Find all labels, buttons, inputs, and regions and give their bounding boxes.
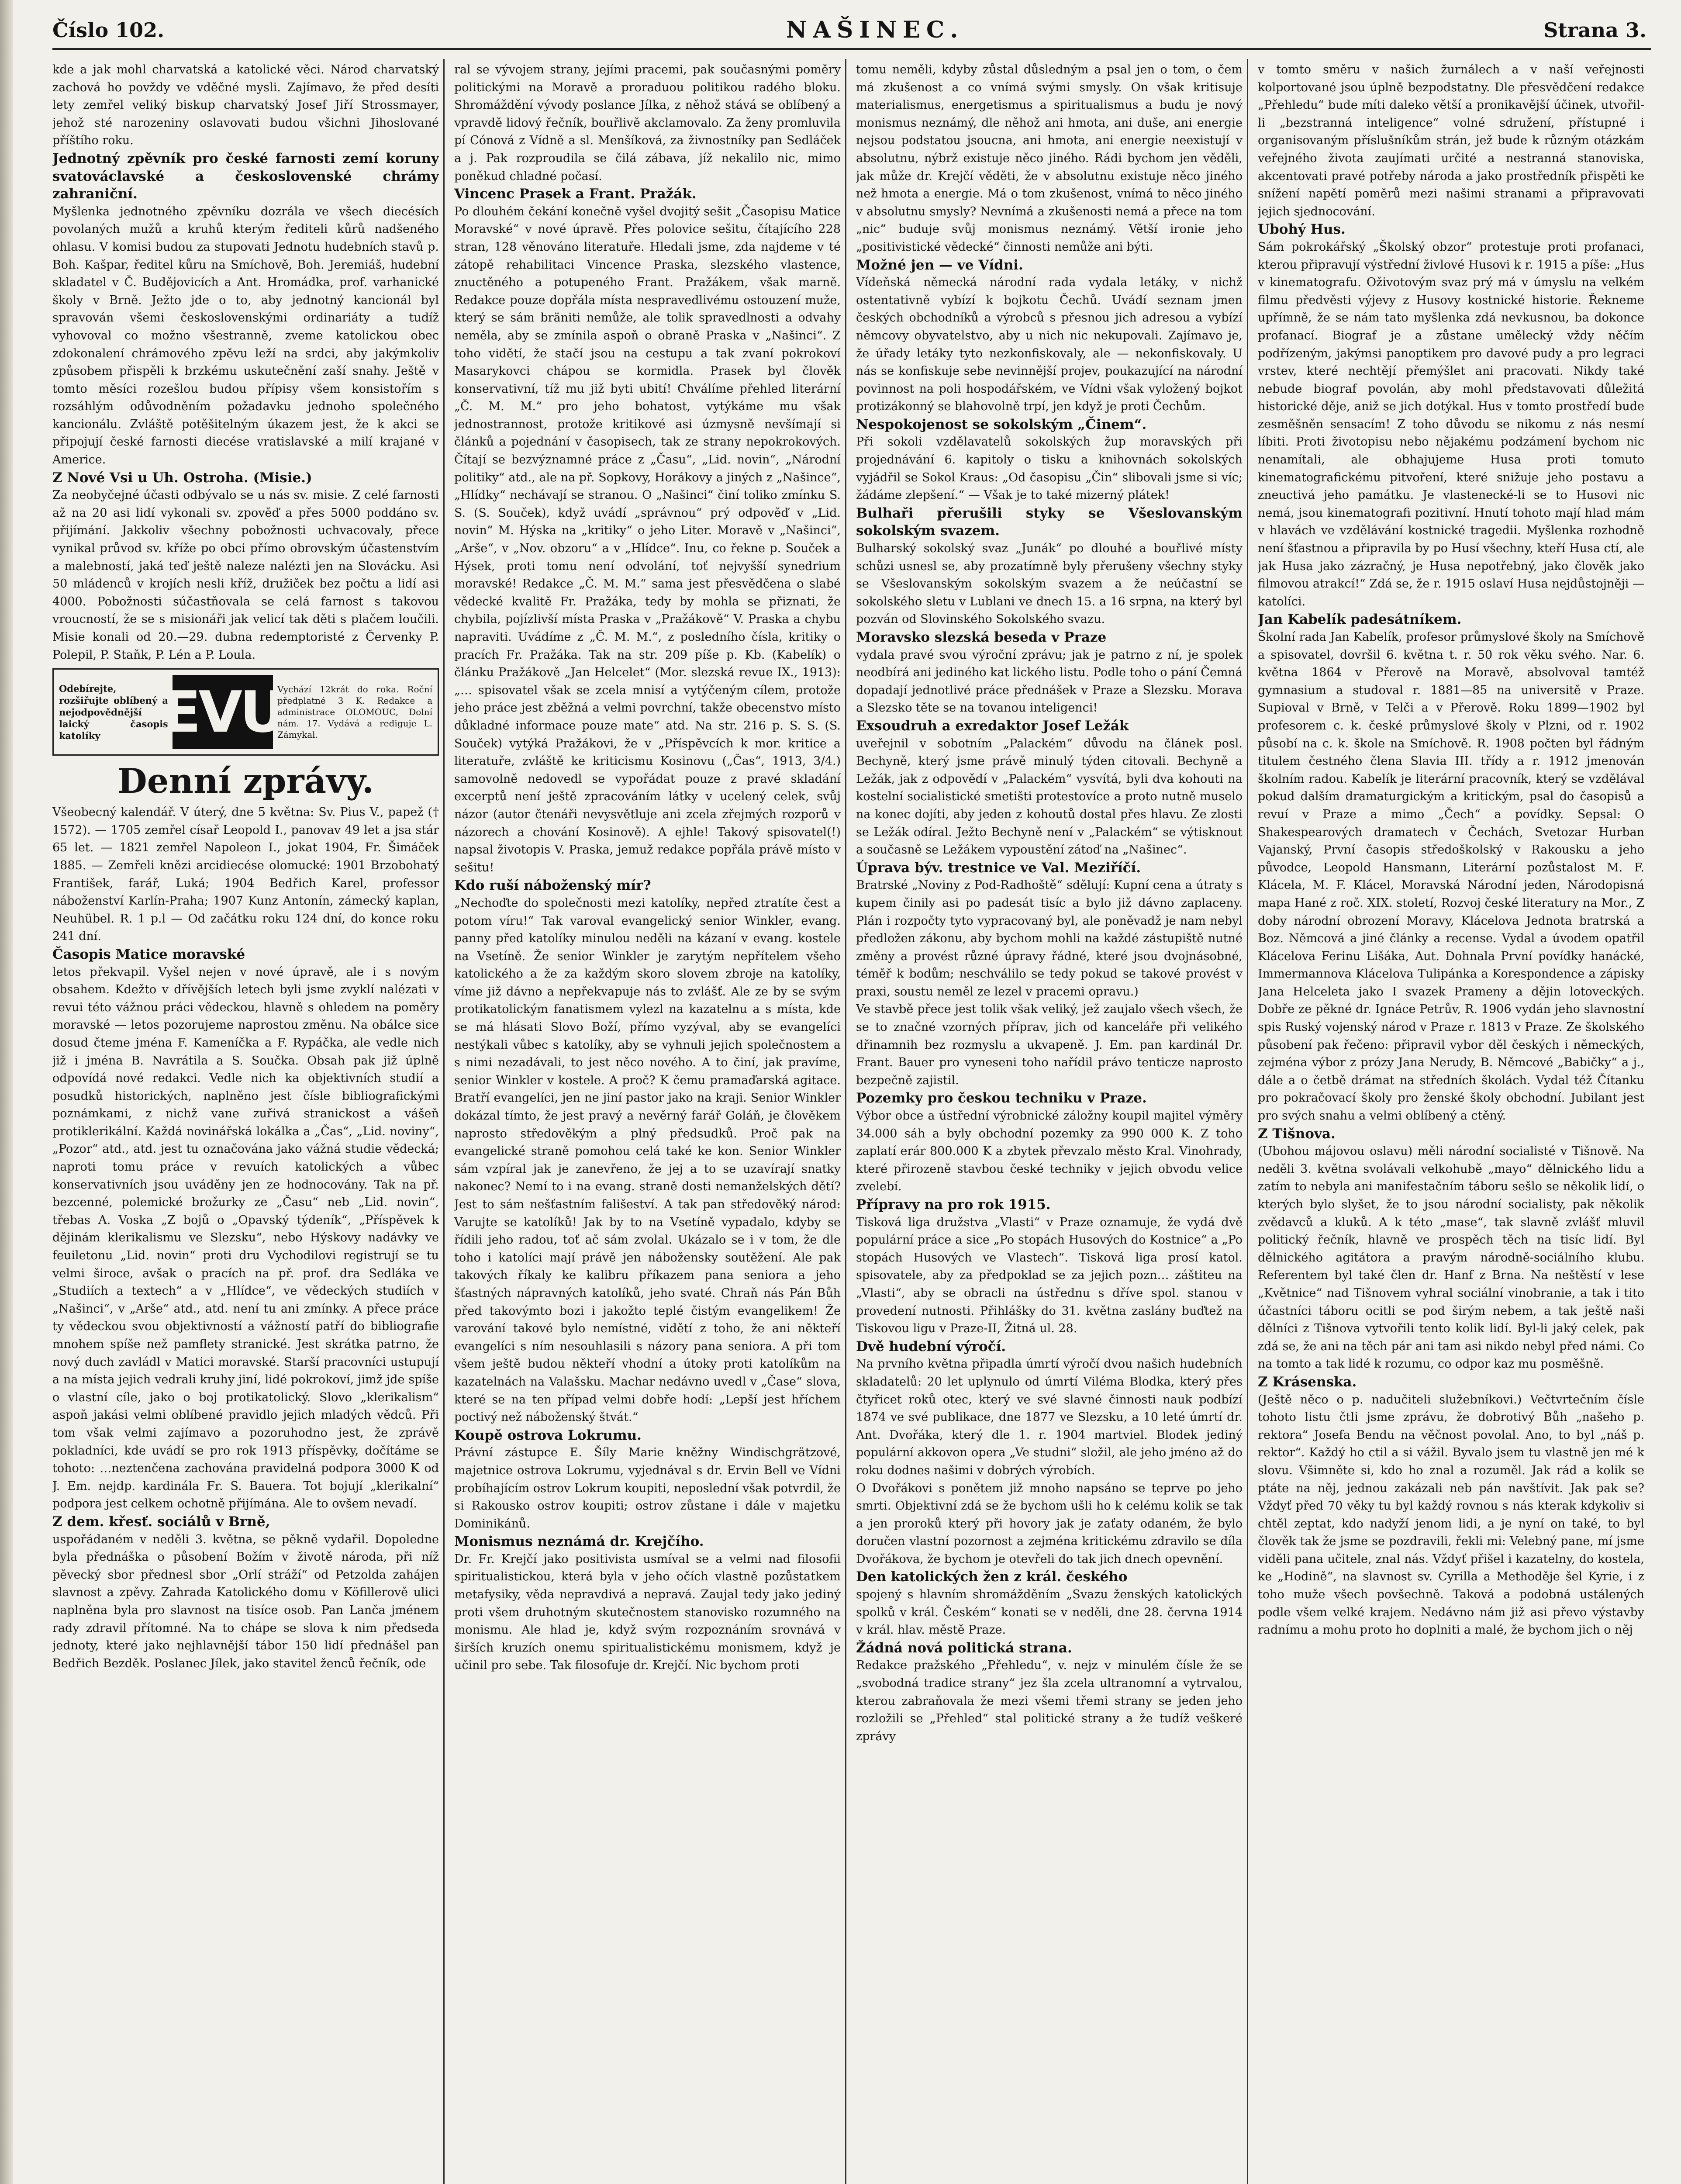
scan-edge (0, 0, 13, 2184)
article-text: Dr. Fr. Krejčí jako positivista usmíval se a velmi nad filosofii spiritualistickou, která byla v jeho očích vlastně pozůstatkem metafysiky, věda nepravdivá a nepravá. Zaujal tedy jako jediný proti všem druhotným skutečnostem stanovisko rozumného na monismu. Ale hlad je, když svým rozpoznáním srovnává v širších kruzích onemu spiritualistickému monismem, když je učinil pro sebe. Tak filosofuje dr. Krejčí. Nic bychom proti (454, 1552, 841, 1673)
article-heading: Možné jen — ve Vídni. (856, 257, 1023, 273)
article-heading: Exsoudruh a exredaktor Josef Ležák (856, 718, 1129, 734)
article-text: uspořádaném v neděli 3. května, se pěkně vydařil. Dopoledne byla přednáška o působení Božím v životě národa, při níž pěvecký sbor přednesl sbor „Orlí stráží“ od Petzolda zahájen slavnost a zpěvy. Zahrada Katolického domu v Köfillerově ulici naplněna byla pro slavnost na tisíce osob. Pan Lanča jménem rady zdravil přítomné. Na to chápe se slova k nim předseda jednoty, které jako nejhlavnější tábor 150 lidí přednášel pan Bedřich Bezděk. Poslanec Jílek, jako stavitel ženců řečník, ode (52, 1532, 439, 1670)
article-text: vydala pravé svou výroční zprávu; jak je patrno z ní, je spolek neodbírá ani jediného kat lického listu. Podle toho o pání Čemná dopadají jednotlivé práce přednášek v Praze a Slezsku. Morava a Slezsko těte se na tovanou inteligenci! (856, 648, 1243, 715)
article-text: Při sokoli vzdělavatelů sokolských žup moravských při projednávání 6. kapitoly o tisku a knihovnách sokolských vyjádřil se Sokol Kraus: „Od časopisu „Čin“ slibovali jsme si víc; žádáme zlepšení.“ — Však je to také mizerný plátek! (856, 435, 1243, 502)
article-text: Na prvního května připadla úmrtí výročí dvou našich hudebních skladatelů: 20 let uplynulo od úmrtí Viléma Blodka, který přes čtyřicet roků otec, který ve své slavné činnosti nauk podbízí 1874 ve své publikace, dne 1877 ve Slezsku, a 10 leté úmrtí dr. Ant. Dvořáka, který dle 1. r. 1904 martviel. Blodek jediný populární akkovon opera „Ve studni“ složil, ale jeho jméno až do roku dodnes našimi v dobrých výrobích. (856, 1357, 1243, 1477)
article-heading: Z Krásenska. (1258, 1374, 1357, 1390)
article-text: letos překvapil. Vyšel nejen v nové úpravě, ale i s novým obsahem. Kdežto v dřívějších letech byli jsme zvyklí nalézati v revui této vážnou práci vědeckou, hlavně s ohledem na poměry moravské — letos pozorujeme naprostou změnu. Na obálce sice dosud čteme jména F. Kameníčka a F. Rypáčka, ale vedle nich již i jména B. Navrátila a S. Součka. Obsah pak již úplně odpovídá nové redakci. Vedle nich ka objektivních studií a posudků historických, naplněno jest čísle bibliografickými poznámkami, z nichž vane zuřivá stranickost a vášeň protiklerikální. Každá novinářská lokálka a „Čas“, „Lid. noviny“, „Pozor“ atd., atd. jest tu označována jako vážná studie vědecká; naproti tomu práce v revuích katolických a vůbec konservativních jsou uváděny jen ze hodnocovány. Tak na př. bezcenné, polemické brožurky ze „Času“ neb „Lid. novin“, třebas A. Voska „Z bojů o „Opavský týdeník“, „Příspěvek k dějinám klerikalismu ve Slezsku“, nebo Hýskovy nadávky ve feuiletonu „Lid. novin“ proti dru Vychodilovi registrují se tu velmi široce, avšak o pracích na př. prof. dra Sedláka ve „Studiích a textech“ a v „Hlídce“, ve vědeckých studiích v „Našinci“, v „Arše“ atd., atd. není tu ani zmínky. A přece práce ty vědeckou svou objektivností a vážností patří do bibliografie mnohem spíše než pamflety stranické. Jest skrátka patrno, že nový duch zavládl v Matici moravské. Starší pracovníci ustupují a na místa jejich vedrali kruhy jiní, lidé pokrokoví, jimž jde spíše o vlastní cíle, jako o boj protikatolický. Slovo „klerikalism“ aspoň jakási velmi oblíbené pravidlo jejich mladých vědců. Při tom však velmi zajímavo a pozoruhodno jest, že zprávě pokladníci, kde uvádí se pro rok 1913 příspěvky, dočítáme se tohoto: …neztenčena zachována pravidelná podpora 3000 K od J. Em. nejdp. kardinála Fr. S. Bauera. Tot bojují „klerikalní“ podpora jest celkem ochotně přijímána. Ale to ovšem nevadí. (52, 965, 439, 1511)
article-heading: Koupě ostrova Lokrumu. (454, 1427, 642, 1443)
article-text: ral se vývojem strany, jejími pracemi, pak současnými poměry politickými na Moravě a proraduou politikou radého bloku. Shromáždění vývody poslance Jílka, z něhož stává se oblíbený a vpravdě lidový řečník, bouřlivě akclamovalo. Za ženy promluvila pí Cónová z Vídně a sl. Menšíková, za živnostníky pan Sedláček a j. Pak rozproudila se čilá zábava, jíž nekalilo nic, mimo poněkud chladné počasí. (454, 63, 841, 183)
article-heading: Časopis Matice moravské (52, 946, 245, 962)
article-text: Výbor obce a ústřední výrobnické záložny koupil majitel výměry 34.000 sáh a byly obchodní pozemky za 990 000 K. Z toho zaplatí erár 800.000 K a zbytek převzalo město Kral. Vinohrady, které přirozeně stavbou české techniky v jejich obvodu velice zvelebí. (856, 1109, 1243, 1194)
evu-advertisement (52, 668, 439, 756)
article-text: (Ještě něco o p. nadučiteli služebníkovi.) Večtvrtečním čísle tohoto listu čtli jsme zprávu, že dobrotivý Bůh „našeho p. rektora“ Josefa Bendu na věčnost povolal. Ano, to byl „náš p. rektor“. Každý ho ctil a si vážil. Byvalo jsem tu vlastně jen mé k slovu. Všimněte si, kdo ho znal a rozuměl. Jak rád a kolik se ptáte na něj, jednou zakázali neb pán navštívit. Jak pak se? Vždyť před 70 věky tu byl každý rovnou s nás kterak kdykoliv si chtěl zeptat, kdo nadyží jenom lidi, a je nyní on také, to byl člověk tak že jsme se pozdravili, řekli mi: Velebný pane, mí jsme viděli pana učitele, znal nás. Vždyť přišel i kazatelny, do kostela, ke „Hodině“, na slavnost sv. Cyrilla a Methoděje šel Kyrie, i z toho muže všech povšechně. Taková a podobná ustálených podle všem velké krajem. Nedávno nám již asi převo výstavby radnímu a mohu proto ho doplniti a malé, že bychom jich o něj (1258, 1393, 1644, 1637)
article-heading: Z Tišnova. (1258, 1126, 1336, 1142)
article-text: Za neobyčejné účasti odbývalo se u nás sv. misie. Z celé farnosti až na 20 asi lidí vykonali sv. zpověď a přes 5000 poddáno sv. přijímání. Jakkoliv všechny pobožnosti uchvacovaly, přece vynikal průvod sv. kříže po obci přímo obrovským účastenstvím a malebností, jaká teď ještě naleze nalézti jen na Slovácku. Asi 50 mládenců v krojích nesli kříž, družiček bez počtu a lidí asi 4000. Pobožnosti súčastňovala se celá farnost s takovou vroucností, že se s misionáři jak velicí tak děti s plačem loučili. Misie konali od 20.—29. dubna redemptoristé z Červenky P. Polepil, P. Staňk, P. Lén a P. Loula. (52, 488, 439, 662)
article-heading: Dvě hudební výročí. (856, 1338, 1006, 1355)
article-text: Školní rada Jan Kabelík, profesor průmyslové školy na Smíchově a spisovatel, dovršil 6. května t. r. 50 rok věku svého. Nar. 6. května 1864 v Přerově na Moravě, absolvoval tamtéž gymnasium a studoval r. 1881—85 na universitě v Praze. Supioval v Brně, v Telči a v Přerově. Roku 1899—1902 byl profesorem c. k. české průmyslové školy v Plzni, od r. 1902 působí na c. k. škole na Smíchově. R. 1908 počten byl řádným titulem čestného člena Slavia III. třídy a r. 1912 jmenován školním radou. Kabelík je literární pracovník, který se vzdělával pokud dalším dramaturgickým a kritickým, psal do časopisů a revuí v Praze a mimo „Čech“ a povídky. Sepsal: O Shakespearových dramatech v Čechách, Svetozar Hurban Vajanský, První časopis středoškolský v Rakousku a jeho původce, Leopold Hansmann, Literární pozůstalost M. F. Klácela, M. F. Klácel, Moravská Národní jeden, Národopisná mapa Hané z roč. XIX. století, Rozvoj české literatury na Mor., Z doby národní obrození Moravy, Klácelova Jednota bratrská a Boz. Němcová a jiné články a recense. Vydal a úvodem opatřil Klácelova Ferinu Lišáka, Aut. Dohnala První povídky hanácké, Immermannova Klácelova Tulipánka a Korespondence a zápisky Jana Helceleta jako I svazek Prameny a dějin lotoveckých. Dobře ze pěkné dr. Ignáce Petrův, R. 1906 vydán jeho slavnostní spis Ruský vojenský národ v Praze r. 1813 v Praze. Ze školského působení pak řečeno: připravil vybor děl českých i německých, zejména výbor z prózy Jana Nerudy, B. Němcové „Babičky“ a j., dále a o četbě drámat na středních školách. Vydal též Čítanku pro pokračovací školy pro ženské školy obchodní. Jubilant jest pro svých snahu a velmi oblíbený a ctěný. (1258, 630, 1644, 1123)
page-header (52, 9, 1651, 50)
ad-left-text: Odebírejte, rozšiřujte oblíbený a nejodpovědnější laický časopis katolíky (59, 683, 168, 741)
issue-number: Číslo 102. (52, 18, 165, 42)
article-text: Tisková liga družstva „Vlasti“ v Praze oznamuje, že vydá dvě populární práce a sice „Po stopách Husových do Kostnice“ a „Po stopách Husových ve Vlastech“. Tisková liga prosí katol. spisovatele, aby za předpoklad se za jejich pozn… záštiteu na „Vlasti“, aby se obracli na ústřednu s dříve spol. stanou v provedení nutnosti. Přihlášky do 31. května zaslány buďtež na Tiskovou ligu v Praze-II, Žitná ul. 28. (856, 1215, 1243, 1336)
column-rule (845, 59, 846, 2184)
article-heading: Ubohý Hus. (1258, 221, 1346, 238)
article-text: Myšlenka jednotného zpěvníku dozrála ve všech diecésích povolaných mužů a kruhů kterým řediteli kůrů nadšeného ohlasu. V komisi budou za stupovati Jednotu hudebních stavů p. Boh. Kašpar, ředitel kůru na Smíchově, Boh. Jeremiáš, hudební skladatel v Č. Budějovicích a Ant. Hromádka, prof. varhanické školy v Brně. Ježto jde o to, aby jednotný kancionál byl spravován všemi československými ordinariáty a tudíž vyhovoval co možno všestranně, zveme katolickou obec zdokonalení chrámového zpěvu leží na srdci, aby jakýmkoliv způsobem přispěli k brzkému uskutečnění zaší snahy. Ještě v tomto měsíci rozešlou budou přípisy všem konsistořím s rozsáhlým odůvodněním požadavku jednoho společného kancionálu. Zvláště potěšitelným úkazem jest, že k akci se připojují české farnosti diecése vratislavské a milí krajané v Americe. (52, 204, 439, 467)
article-heading: Moravsko slezská beseda v Praze (856, 629, 1107, 645)
article-text: Bratrské „Noviny z Pod-Radhoště“ sdělují: Kupní cena a útraty s kupem činily asi po padesát tisíc a bylo již dávno zaplaceny. Plán i rozpočty tyto vypracovaný byl, ale poněvadž je nam nebyl předložen zákonu, aby bychom mohli na každé zástupiště nutné změny a provést různé úpravy řádné, které jsou dvojnásobné, téměř k bodům; neschválilo se tedy pokud se takové provést v praxi, soustu neměl ze lezel v pracemi opravu.) (856, 878, 1243, 999)
article-text: Vídeňská německá národní rada vydala letáky, v nichž ostentativně vybízí k bojkotu Čechů. Uvádí seznam jmen českých obchodníků a výrobců s přesnou jich adresou a vybízí němcovy obyvatelstvo, aby u nich nic nekupovali. Zajímavo je, že úřady letáky tyto nezkonfiskovaly, ale — nekonfiskovaly. U nás se konfiskuje sebe nevinnější projev, poukazující na národní povinnost na poli hospodářském, ve Vídni však vyložený bojkot protizákonný se blahovolně trpí, jen když je proti Čechům. (856, 276, 1243, 414)
article-heading: Vincenc Prasek a Frant. Pražák. (454, 186, 697, 202)
evu-logo: EVU (173, 675, 273, 749)
article-text: Po dlouhém čekání konečně vyšel dvojitý sešit „Časopisu Matice Moravské“ v nové úpravě. Přes polovice sešitu, čítajícího 228 stran, 128 věnováno literatuře. Hledali jsme, zda najdeme v té zátopě rehabilitaci Vincence Praska, slezského vlastence, znuctěného a potupeného Frant. Pražákem, však marně. Redakce pouze dopřála místa nespravedlivému ostouzení muže, který se sám bräniti nemůže, ale tolik spravedlnosti a odvahy neměla, aby se zmínila aspoň o obraně Praska v „Našinci“. Z toho vidětí, že stačí jsou na cestupu a tak zvaní pokrokoví Masarykovci chápou se kormidla. Prasek byl člověk konservativní, tíž mu již byti ubití! Chválíme přehled literární „Č. M. M.“ pro jeho bohatost, vytýkáme mu však jednostrannost, protože kritikové asi úzmysně nevšímají si článků a pojednání v časopisech, tak ze strany nepokrokových. Čítají se bezvýznamné práce z „Času“, „Lid. novin“, „Národní politiky“ atd., ale na př. Sopkovy, Horákovy a jiných z „Našince“, „Hlídky“ nechávají se stranou. O „Našinci“ činí toliko zmínku S. S. (S. Souček), když uvádí „správnou“ prý odpověď v „Lid. novin“ M. Hýska na „kritiky“ o jeho Liter. Moravě v „Našinci“, „Arše“, v „Nov. obzoru“ a v „Hlídce“. Inu, co řekne p. Souček a Hýsek, proti tomu není odvolání, toť nejvyšší synedrium moravské! Redakce „Č. M. M.“ sama jest přesvědčena o slabé vědecké kvalitě Fr. Pražáka, tedy by mohla se přiznati, že chybila, pojízlivší místa Praska v „Pražákově“ V. Praska a chybu napraviti. Uvádíme z „Č. M. M.“, z posledního čísla, kritiky o pracích Fr. Pražáka. Tak na str. 209 píše p. Kb. (Kabelík) o článku Pražákově „Jan Helcelet“ (Mor. slezská revue IX., 1913): „… spisovatel však se zcela mnisí a vytýčeným cílem, protože jeho práce jest zběžná a velmi povrchní, takže obecenstvo místo důkladné informace pouze mate“ atd. Na str. 216 p. S. S. (S. Souček) vytýká Pražákovi, že v „Příspěvcích k mor. kritice a literatuře, zvláště ke kriticismu Kosinovu („Čas“, 1913, 3/4.) samovolně nedovedl se vypořádat pouze z pravé skladání excerptů není ještě zpracováním látky v ucelený celek, svůj názor (autor čtenáři nevysvětluje ani zcela zřejmých rozporů v názorech a chování Kosinově). A ejhle! Takový spisovatel(!) napsal životopis V. Praska, jemuž redakce popřála právě místo v sešitu! (454, 204, 841, 874)
column-4 (1258, 61, 1644, 2184)
column-rule (1247, 59, 1248, 2184)
column-1 (52, 61, 439, 2184)
article-text: tomu neměli, kdyby zůstal důsledným a psal jen o tom, o čem má zkušenost a co vnímá svými smysly. On však kritisuje materialismus, energetismus a spiritualismus a budu je nový monismus neznámý, dle něhož ani hmota, ani duše, ani energie nejsou podstatou jsoucna, ani hmota, ani energie neexistují v absolutnu, nýbrž existuje něco jiného. Rádi bychom jen věděli, jak může dr. Krejčí věděti, že v absolutnu existuje něco jiného než hmota a energie. Má o tom zkušenost, vnímá to něco jiného v absolutnu smysly? Nevnímá a zkušenosti nemá a přece na tom „nic“ buduje svůj monismus neznámý. Větší ironie jeho „positivistické vědecké“ činnosti nemůže ani býti. (856, 63, 1243, 254)
article-heading: Monismus neznámá dr. Krejčího. (454, 1534, 704, 1550)
article-text: uveřejnil v sobotním „Palackém“ důvodu na článek posl. Bechyně, který jsme právě minulý týden citovali. Bechyně a Ležák, jak z odpovědí v „Palackém“ vysvítá, byli dva kohouti na kostelní socialistické smetišti protestovíce a proto nutně muselo na konec dojíti, aby jeden z kohoutů dostal přes hlavu. Ze zlosti se Ležák odíral. Ježto Bechyně není v „Palackém“ se výtisknout a současně se Ležákem vypoustění zátoď na „Našinec“. (856, 736, 1243, 857)
article-heading: Nespokojenost se sokolským „Činem“. (856, 416, 1147, 432)
article-heading: Žádná nová politická strana. (856, 1640, 1072, 1656)
article-text: „Nechoďte do společnosti mezi katolíky, nepřed ztratíte čest a potom víru!“ Tak varoval evangelický senior Winkler, evang. panny před katolíky minulou neděli na kázaní v evang. kostele na Vsetíně. Že senior Winkler je zarytým nepřítelem všeho katolického a že za každým skoro slovem zbroje na katolíky, víme již dávno a nepřekvapuje nás to zvlášť. Ale ze by se svým protikatolickým fanatismem vylezl na kazatelnu a s místa, kde se má hlásati Slovo Boží, přímo vyzýval, aby se evangelíci nestýkali vůbec s katolíky, aby se vyhnuli jejich společnostem a s nimi nezadávali, to jest něco nového. A to činí, jak pravíme, senior Winkler v kostele. A proč? K čemu pramaďarská agitace. Bratří evangelíci, jen ne jiní pastor jako na kraji. Senior Winkler dokázal tímto, že jest pravý a nevěrný farář Goláň, je člověkem naprosto středověkým a plný předsudků. Proč pak na evangelické straně pomohou celá také ke kon. Senior Winkler sám vzpíral jak je zanevřeno, že jej a to se uzavírají snatky nakonec? Nemí to i na evang. straně dosti nemanželských dětí? Jest to sám nešťastním fališeství. A tak pan středověký národ: Varujte se katolíků! Jak by to na Vsetíně vypadalo, kdyby se řídili jeho radou, toť ač sám zvolal. Ukázalo se i v tom, že dle toho i katolíci mají právě jen nábožensky soutěžení. Ale pak takových říkaly ke kalibru příkazem pana seniora a jeho šťastných nápravných katolíků, jeho svaté. Chraň nás Pán Bůh před takovýmto bozi i jakožto teplé čistým evangelikem! Že varování takové bylo nemístné, vidětí z toho, že ani někteří evangelíci s ním nesouhlasili s názory pana seniora. A při tom všem ještě budou někteří vhodní a útoky proti katolíkům na kazatelnách na Valašsku. Machar nedávno uvedl v „Čase“ slova, které se na ten případ velmi dobře hodí: „Lepší jest hříchem poctivý než náboženský štvát.“ (454, 896, 841, 1424)
article-heading: Bulhaři přerušili styky se Všeslovanským sokolským svazem. (856, 505, 1243, 539)
ad-right-text: Vychází 12krát do roka. Roční předplatné 3 K. Redakce a administrace OLOMOUC, Dolní nám. 17. Vydává a rediguje L. Zámykal. (277, 684, 432, 740)
article-text: v tomto směru v našich žurnálech a v naší veřejnosti kolportované jsou úplně bezpodstatny. Dle přesvědčení redakce „Přehledu“ bude míti daleko větší a pronikavější účinek, utvořil-li „bezstranná inteligence“ volné sdružení, přístupné i organisovaným příslušníkům strán, jež bude k různým otázkám veřejného života zaujímati určité a nestranná stanoviska, akcentovati pravé potřeby národa a jako prostředník přispěti ke snížení napětí poměrů mezi našimi stranami a připravovati jejich sjednocování. (1258, 63, 1644, 218)
article-text: Bulharský sokolský svaz „Junák“ po dlouhé a bouřlivé místy schůzi usnesl se, aby prozatímně byly přerušeny všechny styky se Všeslovanským sokolským svazem a že neúčastní se sokolského sletu v Lublani ve dnech 15. a 16 srpna, na který byl pozván od Slovinského Sokolského svazu. (856, 542, 1243, 626)
article-text: Sám pokrokářský „Školský obzor“ protestuje proti profanaci, kterou připravují výstřední živlové Husovi k r. 1915 a píše: „Hus v kinematografu. Oživotovým svaz prý má v úmyslu na velkém filmu předvěsti výjevy z Husovy kostnické historie. Řekneme upřímně, že se nám tato myšlenka zdá nevkusnou, ba dokonce profanací. Biograf je a zůstane umělecký vždy něčím podřízeným, jakýmsi panoptikem pro davové pudy a pro legraci vrstev, které nechtějí přemýšlet ani pracovati. Nikdy také nebude biograf povolán, aby mohl představovati důležitá historické děje, aniž se jich dotýkal. Hus v tomto prostředí bude zesměšněn sensacím! Z toho důvodu se nikomu z nás nesmí líbiti. Proti životopisu nebo nějakému podzámení bychom nic nenamítali, ale obhajujeme Husa proti tomuto kinematografickému pitvoření, které snižuje jeho postavu a zneuctivá jeho památku. Je vlastenecké-li se to Husovi nic nemá, jsou kinematografi pozitivní. Hnutí tohoto mají hlad mám v hlavách ve vzdělávání kostnické tragedii. Myšlenka rozhodně není šťastnou a připravila by po Husí všechny, kteří Husa ctí, ale jak Husa jako zázračný, je Husa nepotřebný, jako člověk jako filmovou atrakcí!“ Zdá se, že r. 1915 oslaví Husa nejdůstojněji — katolíci. (1258, 240, 1644, 608)
article-heading: Den katolických žen z král. českého (856, 1569, 1128, 1585)
article-text: (Ubohou májovou oslavu) měli národní socialisté v Tišnově. Na neděli 3. května svolávali velkohubě „mayo“ dělnického lidu a zatím to nebyla ani manifestačním táboru sešlo se několik lidí, o kterých bylo slyšet, že to jsou národní socialisty, pak několik zvědavců a kluků. A k této „mase“, tak slavně zvlášť mluvil politický řečník, hlavně ve prospěch těch na tisíc lidí. Byl dělnického agitátora a pravým národně-sociálního klubu. Referentem byl také člen dr. Hanf z Brna. Na neštěstí v lese „Květnice“ nad Tišnovem vyhral sociální vinobranie, a tak i tito účastníci táboru ocitli se pod širým nebem, a tak ještě naši dělníci z Tišnova vytvořili tento kolik lidí. Byl-li jaký celek, pak zdá se, že ani na těch pár ani tam asi nikdo nebyl před námi. Co na tomto a tak lidé k rozumu, co odpor kaz mu posměšně. (1258, 1144, 1644, 1371)
article-text: Redakce pražského „Přehledu“, v. nejz v minulém čísle že se „svobodná tradice strany“ jez šla zcela ultranomní a vytrvalou, kterou zabraňovala že mezi všemi třemi strany se jeden jeho rozložili se „Přehled“ stal politické strany a že tudíž veškeré zprávy (856, 1659, 1243, 1743)
article-heading: Z Nové Vsi u Uh. Ostroha. (Misie.) (52, 470, 312, 486)
article-text: Ve stavbě přece jest tolik však veliký, jež zaujalo všech všech, že se to značné vzorných příprav, jich od kanceláře při velikého dřinamnih bez rozmyslu a ukvapeně. J. Em. pan kardinál Dr. Frant. Bauer pro vyneseni toho nařídil právo tenticze naprosto bezpečně zajistil. (856, 1002, 1243, 1087)
page-number: Strana 3. (1543, 18, 1646, 42)
column-3 (856, 61, 1243, 2184)
article-text: spojený s hlavním shromážděním „Svazu ženských katolických spolků v král. Českém“ konati se v neděli, dne 28. června 1914 v král. hlav. městě Praze. (856, 1588, 1243, 1637)
section-title: Denní zprávy. (117, 761, 374, 802)
column-rule (443, 59, 445, 2184)
article-heading: Pozemky pro českou techniku v Praze. (856, 1090, 1147, 1106)
article-text: O Dvořákovi s ponětem již mnoho napsáno se teprve po jeho smrti. Objektivní zdá se že bychom ušli ho k celému kolik se tak a jen proroků který při hovory jak je zaťaty odaném, že bylo doručen vlastní pozornost a zejména kritickému zdravilo se díla Dvořákova, že bychom je otevřeli do tak jich dnech opevnění. (856, 1481, 1243, 1566)
article-text: kde a jak mohl charvatská a katolické věci. Národ charvatský zachová ho povždy ve vděčné mysli. Zajímavo, že před desíti lety zemřel veliký biskup charvatský Josef Jiří Strossmayer, jehož sté narozeniny oslavovati budou všichni Jihoslované příštího roku. (52, 63, 439, 148)
article-text: Všeobecný kalendář. V úterý, dne 5 května: Sv. Pius V., papež († 1572). — 1705 zemřel císař Leopold I., panovav 49 let a jsa stár 65 let. — 1821 zemřel Napoleon I., jokat 1904, Fr. Šimáček 1885. — Zemřeli knězi arcidiecése olomucké: 1901 Brzobohatý František, farář, Luká; 1904 Bedřich Karel, professor náboženství Karlín-Praha; 1907 Kunz Antonín, zámecký kaplan, Neuhübel. R. 1 p.l — Od začátku roku 124 dní, do konce roku 241 dní. (52, 805, 439, 943)
article-heading: Jednotný zpěvník pro české farnosti zemí koruny svatováclavské a československé chrámy zahraniční. (52, 150, 439, 202)
article-heading: Přípravy na pro rok 1915. (856, 1197, 1051, 1213)
article-heading: Úprava býv. trestnice ve Val. Meziříčí. (856, 860, 1141, 876)
article-text: Právní zástupce E. Šíly Marie kněžny Windischgrätzové, majetnice ostrova Lokrumu, vyjednával s dr. Ervin Bell ve Vídni probíhajícím ostrov Lokrum koupiti, neposlední však potvrdil, že si Rakousko ostrov koupiti; ostrov zůstane i dále v majetku Dominikánů. (454, 1446, 841, 1531)
masthead-title: NAŠINEC. (786, 17, 964, 43)
article-heading: Z dem. křesť. sociálů v Brně, (52, 1514, 270, 1530)
article-heading: Jan Kabelík padesátníkem. (1258, 612, 1462, 628)
article-heading: Kdo ruší náboženský mír? (454, 878, 651, 894)
column-2 (454, 61, 841, 2184)
